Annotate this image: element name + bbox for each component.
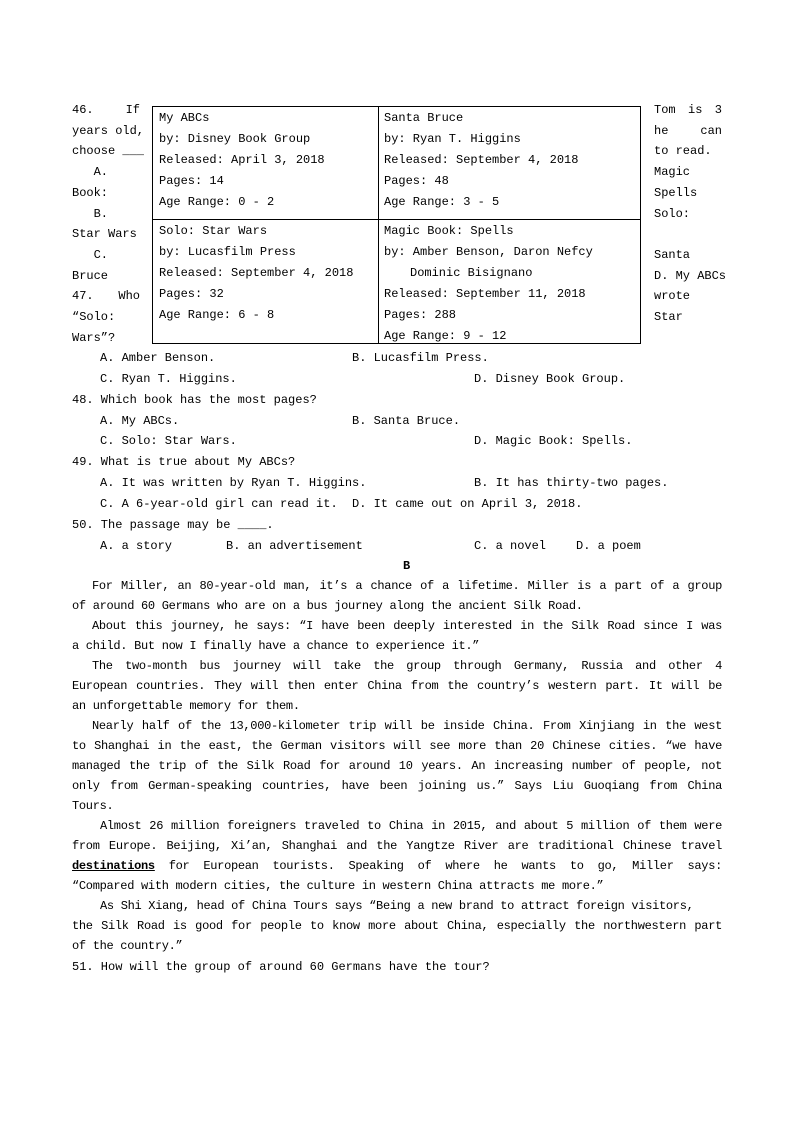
passage-line: managed the trip of the Silk Road for around 10 years. An increasing number of people, not [72, 759, 722, 773]
passage-line: The two-month bus journey will take the group through Germany, Russia and other 4 [92, 659, 722, 673]
book-released: Released: September 11, 2018 [384, 287, 586, 301]
book-released: Released: September 4, 2018 [384, 153, 579, 167]
book-title: Magic Book: Spells [384, 224, 514, 238]
book-by: by: Amber Benson, Daron Nefcy [384, 245, 593, 259]
left-column-text: 46. If [72, 103, 140, 117]
book-released: Released: September 4, 2018 [159, 266, 354, 280]
passage-line: As Shi Xiang, head of China Tours says “Being a new brand to attract foreign visitors, [100, 899, 694, 913]
book-title: Solo: Star Wars [159, 224, 268, 238]
left-column-text: C. [72, 247, 109, 262]
right-column-text: he can [654, 123, 722, 138]
book-by: by: Disney Book Group [159, 132, 311, 146]
answer-option: A. It was written by Ryan T. Higgins. [100, 476, 367, 490]
left-column-text: Star Wars [72, 227, 137, 242]
question-text: 48. Which book has the most pages? [72, 393, 317, 407]
book-age: Age Range: 6 - 8 [159, 308, 275, 322]
passage-line: from Europe. Beijing, Xi’an, Shanghai and the Yangtze River are traditional Chinese travel [72, 839, 722, 853]
book-age: Age Range: 9 - 12 [384, 329, 507, 343]
passage-line: the Silk Road is good for people to know more about China, especially the northwestern part [72, 919, 722, 933]
left-column-text: years old, [72, 123, 145, 138]
book-by: by: Ryan T. Higgins [384, 132, 521, 146]
answer-option: B. an advertisement [226, 539, 363, 553]
passage-line: a child. But now I finally have a chance to experience it.” [72, 639, 480, 653]
left-column-text: B. [72, 206, 109, 221]
passage-line: only from German-speaking countries, have been joining us.” Says Liu Guoqiang from China [72, 779, 722, 793]
book-age: Age Range: 3 - 5 [384, 195, 500, 209]
passage-line: “Compared with modern cities, the culture in western China attracts me more.” [72, 879, 604, 893]
passage-line: For Miller, an 80-year-old man, it’s a chance of a lifetime. Miller is a part of a group [92, 579, 722, 593]
right-column-text: Star [654, 310, 683, 324]
left-column-text: choose ___ [72, 144, 145, 159]
left-column-text: Wars”? [72, 330, 116, 345]
book-title: My ABCs [159, 111, 210, 125]
answer-option: D. It came out on April 3, 2018. [352, 497, 583, 511]
answer-option: C. A 6-year-old girl can read it. [100, 497, 338, 511]
answer-option: D. Disney Book Group. [474, 372, 626, 386]
passage-line: of the country.” [72, 939, 183, 953]
question-text: 49. What is true about My ABCs? [72, 455, 296, 469]
answer-option: B. Lucasfilm Press. [352, 351, 489, 365]
passage-line: European countries. They will then enter China from the country’s western part. It will be [72, 679, 722, 693]
left-column-text: 47. Who [72, 289, 140, 304]
right-column-text: Magic [654, 165, 691, 180]
section-heading: B [403, 559, 411, 573]
passage-line: to Shanghai in the east, the German visitors will see more than 20 Chinese cities. “we have [72, 739, 722, 753]
right-column-text: Santa [654, 247, 691, 262]
passage-line: Almost 26 million foreigners traveled to China in 2015, and about 5 million of them were [100, 819, 722, 833]
passage-line [72, 858, 722, 874]
left-column-text: “Solo: [72, 310, 116, 324]
keyword-destinations: destinations [72, 859, 155, 873]
answer-option: B. It has thirty-two pages. [474, 476, 669, 490]
left-column-text: A. [72, 165, 109, 180]
book-title: Santa Bruce [384, 111, 464, 125]
answer-option: C. a novel [474, 539, 547, 553]
answer-option: A. My ABCs. [100, 414, 180, 428]
passage-line: of around 60 Germans who are on a bus journey along the ancient Silk Road. [72, 599, 583, 613]
answer-option: A. Amber Benson. [100, 351, 216, 365]
book-age: Age Range: 0 - 2 [159, 195, 275, 209]
answer-option: A. a story [100, 539, 173, 553]
right-column-text: Spells [654, 185, 698, 200]
passage-line: an unforgettable memory for them. [72, 699, 300, 713]
right-column-text: Tom is 3 [654, 103, 722, 117]
answer-option: C. Solo: Star Wars. [100, 434, 237, 448]
question-51: 51. How will the group of around 60 Germans have the tour? [72, 960, 490, 974]
passage-line: Nearly half of the 13,000-kilometer trip will be inside China. From Xinjiang in the west [92, 719, 722, 733]
book-pages: Pages: 288 [384, 308, 457, 322]
book-by: by: Lucasfilm Press [159, 245, 296, 259]
right-column-text: Solo: [654, 206, 691, 221]
left-column-text: Book: [72, 185, 109, 200]
answer-option: D. a poem [576, 539, 641, 553]
answer-option: C. Ryan T. Higgins. [100, 372, 237, 386]
book-released: Released: April 3, 2018 [159, 153, 325, 167]
left-column-text: Bruce [72, 268, 109, 283]
passage-line: Tours. [72, 799, 114, 813]
book-pages: Pages: 14 [159, 174, 224, 188]
answer-option: B. Santa Bruce. [352, 414, 461, 428]
passage-text: for European tourists. Speaking of where he wants to go, Miller says: [168, 859, 723, 873]
table-divider-horizontal [153, 219, 640, 220]
answer-option: D. Magic Book: Spells. [474, 434, 633, 448]
book-pages: Pages: 48 [384, 174, 449, 188]
book-by2: Dominic Bisignano [410, 266, 533, 280]
right-column-text: to read. [654, 144, 712, 159]
passage-line: About this journey, he says: “I have been deeply interested in the Silk Road since I was [92, 619, 722, 633]
right-column-text: wrote [654, 289, 691, 304]
book-pages: Pages: 32 [159, 287, 224, 301]
question-text: 50. The passage may be ____. [72, 518, 274, 532]
overlay-option: D. My ABCs [654, 268, 727, 283]
table-divider-vertical [378, 107, 379, 343]
